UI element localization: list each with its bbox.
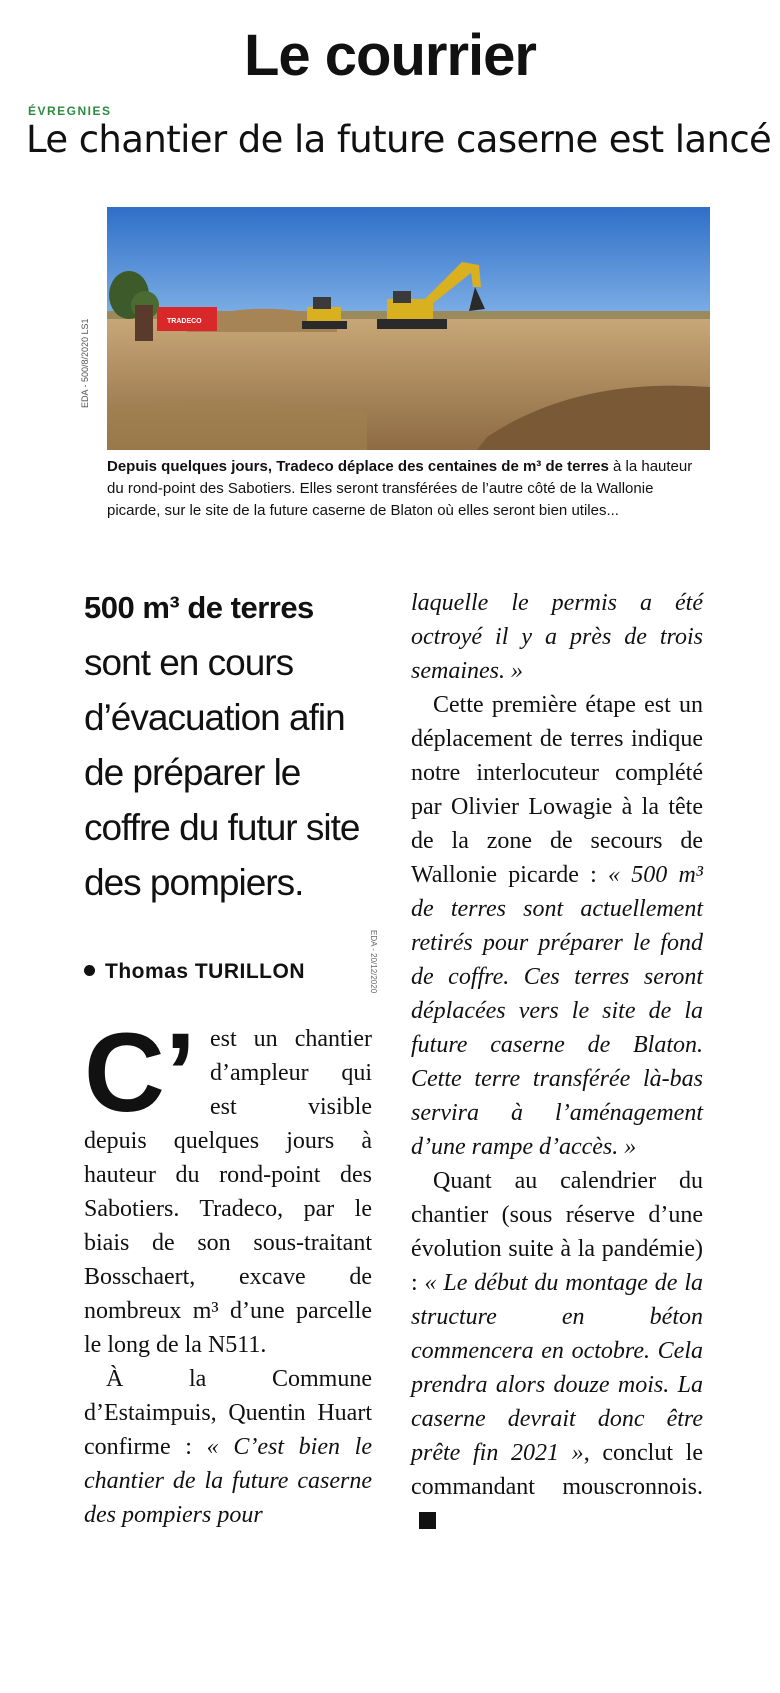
article-column-left bbox=[84, 1010, 372, 1532]
bullet-icon bbox=[84, 965, 95, 976]
quote-text: laquelle le permis a été octroyé il y a près de trois semaines. » bbox=[411, 590, 703, 684]
paragraph-text: Cette première étape est un déplacement de terres indique notre interlocuteur complété par Olivier Lowagie à la tête de la zone de secours de Wallonie picarde : bbox=[411, 692, 703, 888]
paragraph-text: est un chantier d’ampleur qui est visible depuis quelques jours à hauteur du rond-point des Sabotiers. Tradeco, par le biais de son sous-traitant Bosschaert, excave de nombreux m³ d’une parcelle le long de la N511. bbox=[84, 1026, 372, 1358]
photo-caption bbox=[107, 456, 707, 522]
site-sign-text: TRADECO bbox=[167, 318, 202, 325]
lede-text: sont en cours d’évacuation afin de préparer le coffre du futur site des pompiers. bbox=[84, 642, 360, 903]
paragraph bbox=[411, 1164, 703, 1538]
construction-site-photo bbox=[107, 207, 710, 450]
dropcap: C’ bbox=[84, 1010, 196, 1135]
caption-text: à la hauteur du rond-point des Sabotiers. Elles seront transférées de l’autre côté de la Wallonie picarde, sur le site de la future caserne de Blaton où elles seront bien utiles... bbox=[107, 458, 693, 519]
article-lede bbox=[84, 578, 384, 910]
paragraph-text: , conclut le commandant mouscronnois. bbox=[411, 1440, 703, 1500]
author-name: Thomas TURILLON bbox=[105, 960, 305, 983]
lede-strong: 500 m³ de terres bbox=[84, 590, 314, 625]
quote-text: « C’est bien le chantier de la future caserne des pompiers pour bbox=[84, 1434, 372, 1528]
side-photo-credit: EDA - 20/12/2020 bbox=[369, 930, 378, 994]
paragraph bbox=[84, 1362, 372, 1532]
quote-text: « Le début du montage de la structure en béton commencera en octobre. Cela prendra alors douze mois. La caserne devrait donc être prête fin 2021 » bbox=[411, 1270, 703, 1466]
end-of-article-mark bbox=[419, 1512, 436, 1529]
paragraph bbox=[84, 1010, 372, 1362]
photo-credit: EDA - 500/8/2020 LS1 bbox=[80, 318, 90, 408]
paragraph-text: À la Commune d’Estaimpuis, Quentin Huart confirme : bbox=[84, 1366, 372, 1460]
location-kicker: ÉVREGNIES bbox=[28, 104, 112, 118]
caption-lead: Depuis quelques jours, Tradeco déplace des centaines de m³ de terres bbox=[107, 458, 609, 475]
author-byline bbox=[84, 960, 305, 984]
article-column-right bbox=[411, 586, 703, 1538]
quote-text: « 500 m³ de terres sont actuellement retirés pour préparer le fond de coffre. Ces terres seront déplacées vers le site de la future caserne de Blaton. Cette terre transférée là-bas servira à l’aménagement d’une rampe d’accès. » bbox=[411, 862, 703, 1160]
paragraph-text: Quant au calendrier du chantier (sous réserve d’une évolution suite à la pandémie) : bbox=[411, 1168, 703, 1296]
paragraph bbox=[411, 688, 703, 1164]
article-headline: Le chantier de la future caserne est lancé bbox=[26, 118, 772, 161]
paragraph bbox=[411, 586, 703, 688]
newspaper-masthead: Le courrier bbox=[244, 23, 536, 88]
